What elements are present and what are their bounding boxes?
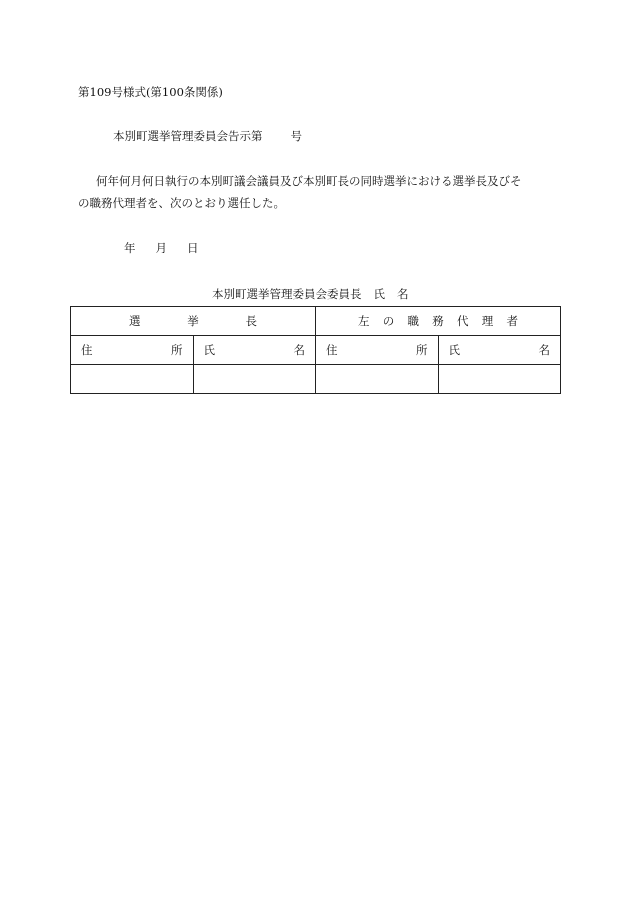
body-text-line-2: の職務代理者を、次のとおり選任した。 — [78, 196, 285, 210]
appointment-table — [70, 306, 561, 394]
table-group-header-row — [71, 307, 561, 336]
header-char: 所 — [171, 343, 183, 357]
deputy-header — [316, 307, 561, 336]
signer-name-2: 名 — [397, 287, 409, 301]
signer-title: 本別町選挙管理委員会委員長 — [212, 287, 362, 301]
header-char: 挙 — [187, 314, 199, 328]
notice-title-suffix: 号 — [290, 129, 302, 143]
header-char: 代 — [457, 314, 469, 328]
body-text-line-1: 何年何月何日執行の本別町議会議員及び本別町長の同時選挙における選挙長及びそ — [96, 174, 522, 188]
header-char: 所 — [416, 343, 428, 357]
header-char: 左 — [358, 314, 370, 328]
header-char: 者 — [506, 314, 518, 328]
signer-name-1: 氏 — [373, 287, 385, 301]
header-char: 住 — [81, 343, 93, 357]
cell-deputy-address — [316, 365, 439, 394]
header-char: 選 — [129, 314, 141, 328]
form-number: 第109号様式(第100条関係) — [78, 85, 223, 99]
header-char: 長 — [245, 314, 257, 328]
header-char: 名 — [538, 343, 550, 357]
header-char: の — [382, 314, 395, 328]
table-row — [71, 365, 561, 394]
header-char: 理 — [481, 314, 494, 328]
col-header-deputy-name — [438, 336, 561, 365]
header-char: 務 — [432, 314, 444, 328]
col-header-chief-address — [71, 336, 194, 365]
date-day: 日 — [187, 241, 199, 255]
election-chief-header — [71, 307, 316, 336]
cell-chief-name — [193, 365, 316, 394]
signer-line — [212, 286, 409, 302]
cell-deputy-name — [438, 365, 561, 394]
header-char: 住 — [326, 343, 338, 357]
date-line — [124, 240, 199, 256]
date-year: 年 — [124, 241, 136, 255]
cell-chief-address — [71, 365, 194, 394]
header-char: 氏 — [203, 343, 215, 357]
header-char: 名 — [293, 343, 305, 357]
header-char: 職 — [407, 314, 419, 328]
col-header-chief-name — [193, 336, 316, 365]
date-month: 月 — [155, 241, 167, 255]
table-column-header-row — [71, 336, 561, 365]
notice-title — [113, 128, 302, 144]
col-header-deputy-address — [316, 336, 439, 365]
header-char: 氏 — [448, 343, 460, 357]
notice-title-prefix: 本別町選挙管理委員会告示第 — [113, 129, 263, 143]
